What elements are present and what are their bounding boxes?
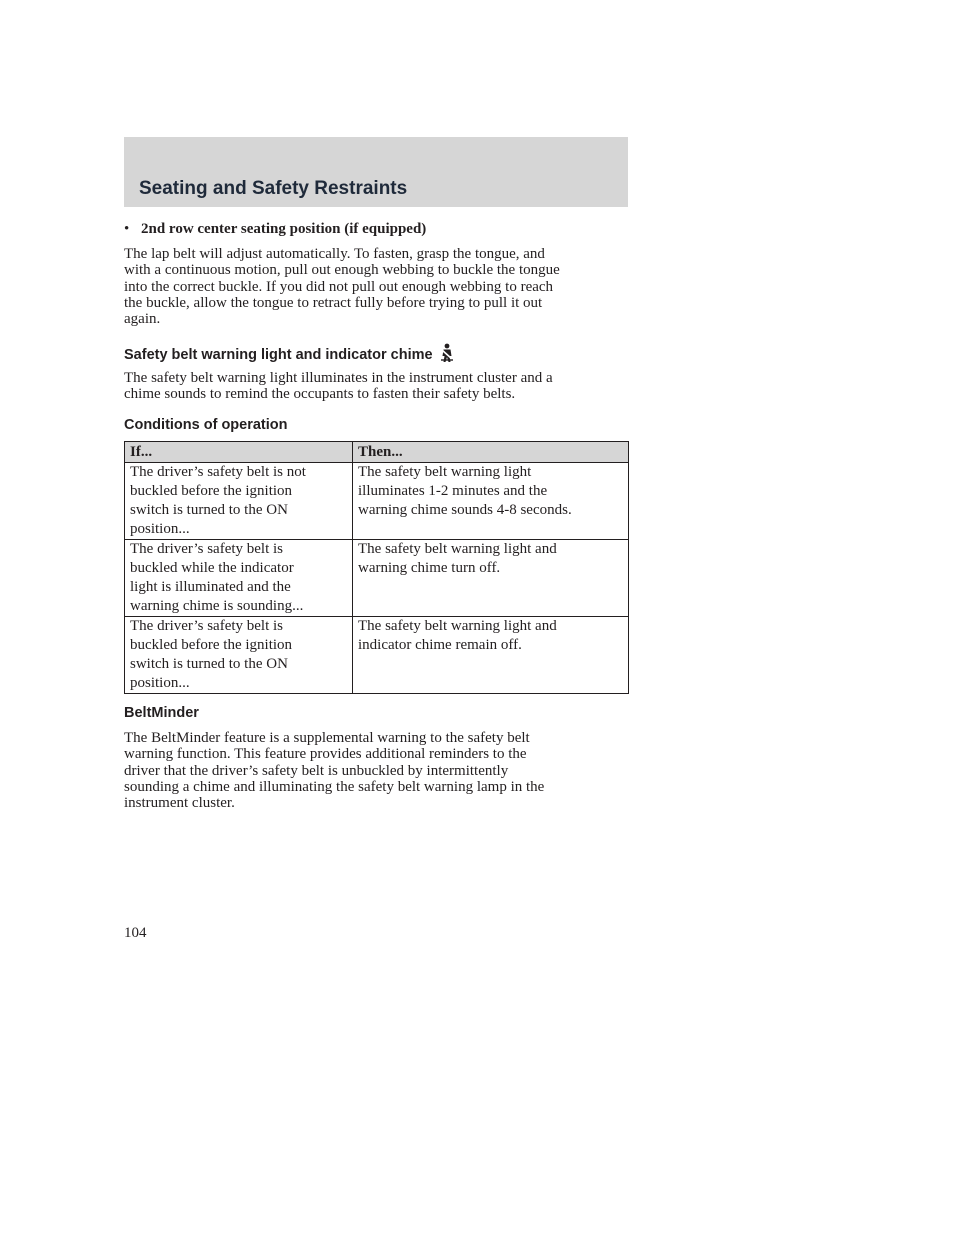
intro-line: with a continuous motion, pull out enough webbing to buckle the tongue (124, 262, 560, 279)
intro-line: into the correct buckle. If you did not pull out enough webbing to reach (124, 278, 554, 295)
beltminder-line: warning function. This feature provides additional reminders to the (124, 746, 527, 763)
bullet-heading (124, 221, 426, 238)
conditions-table (124, 441, 629, 694)
if-cell (125, 540, 353, 617)
cell-line: The driver’s safety belt is (130, 618, 284, 634)
warning-paragraph (124, 370, 628, 403)
bullet-heading-text: 2nd row center seating position (if equipped) (141, 221, 427, 237)
warning-line: The safety belt warning light illuminates in the instrument cluster and a (124, 370, 553, 386)
beltminder-line: driver that the driver’s safety belt is unbuckled by intermittently (124, 762, 509, 779)
intro-line: again. (124, 311, 161, 328)
then-cell (353, 540, 629, 617)
cell-line: warning chime is sounding... (130, 598, 304, 614)
table-row (125, 463, 629, 540)
warning-heading-text: Safety belt warning light and indicator chime (124, 347, 433, 363)
intro-line: The lap belt will adjust automatically. To fasten, grasp the tongue, and (124, 246, 545, 262)
table-row (125, 617, 629, 694)
seatbelt-warning-icon (439, 343, 455, 367)
beltminder-line: instrument cluster. (124, 795, 235, 812)
beltminder-line: The BeltMinder feature is a supplemental warning to the safety belt (124, 730, 530, 746)
cell-line: indicator chime remain off. (358, 637, 522, 653)
warning-section-heading (124, 343, 455, 367)
cell-line: The safety belt warning light and (358, 541, 557, 557)
column-header-if: If... (125, 442, 353, 463)
cell-line: The safety belt warning light and (358, 618, 557, 634)
cell-line: warning chime turn off. (358, 560, 501, 576)
then-cell (353, 617, 629, 694)
table-header-row (125, 442, 629, 463)
beltminder-heading: BeltMinder (124, 705, 199, 721)
cell-line: buckled while the indicator (130, 560, 294, 576)
beltminder-line: sounding a chime and illuminating the safety belt warning lamp in the (124, 778, 545, 795)
intro-paragraph (124, 246, 628, 327)
warning-line: chime sounds to remind the occupants to fasten their safety belts. (124, 386, 516, 403)
bullet-symbol: • (124, 221, 130, 237)
intro-line: the buckle, allow the tongue to retract fully before trying to pull it out (124, 294, 543, 311)
cell-line: The driver’s safety belt is (130, 541, 284, 557)
cell-line: light is illuminated and the (130, 579, 291, 595)
cell-line: illuminates 1-2 minutes and the (358, 483, 548, 499)
table-row (125, 540, 629, 617)
beltminder-paragraph (124, 730, 628, 811)
then-cell (353, 463, 629, 540)
cell-line: The safety belt warning light (358, 464, 532, 480)
conditions-heading: Conditions of operation (124, 417, 288, 433)
cell-line: buckled before the ignition (130, 637, 293, 653)
cell-line: The driver’s safety belt is not (130, 464, 306, 480)
cell-line: warning chime sounds 4-8 seconds. (358, 502, 572, 518)
cell-line: position... (130, 521, 190, 537)
page-number: 104 (124, 925, 147, 941)
column-header-then: Then... (353, 442, 629, 463)
cell-line: switch is turned to the ON (130, 656, 288, 672)
cell-line: buckled before the ignition (130, 483, 293, 499)
cell-line: switch is turned to the ON (130, 502, 288, 518)
if-cell (125, 617, 353, 694)
if-cell (125, 463, 353, 540)
cell-line: position... (130, 675, 190, 691)
page-title: Seating and Safety Restraints (139, 178, 408, 199)
